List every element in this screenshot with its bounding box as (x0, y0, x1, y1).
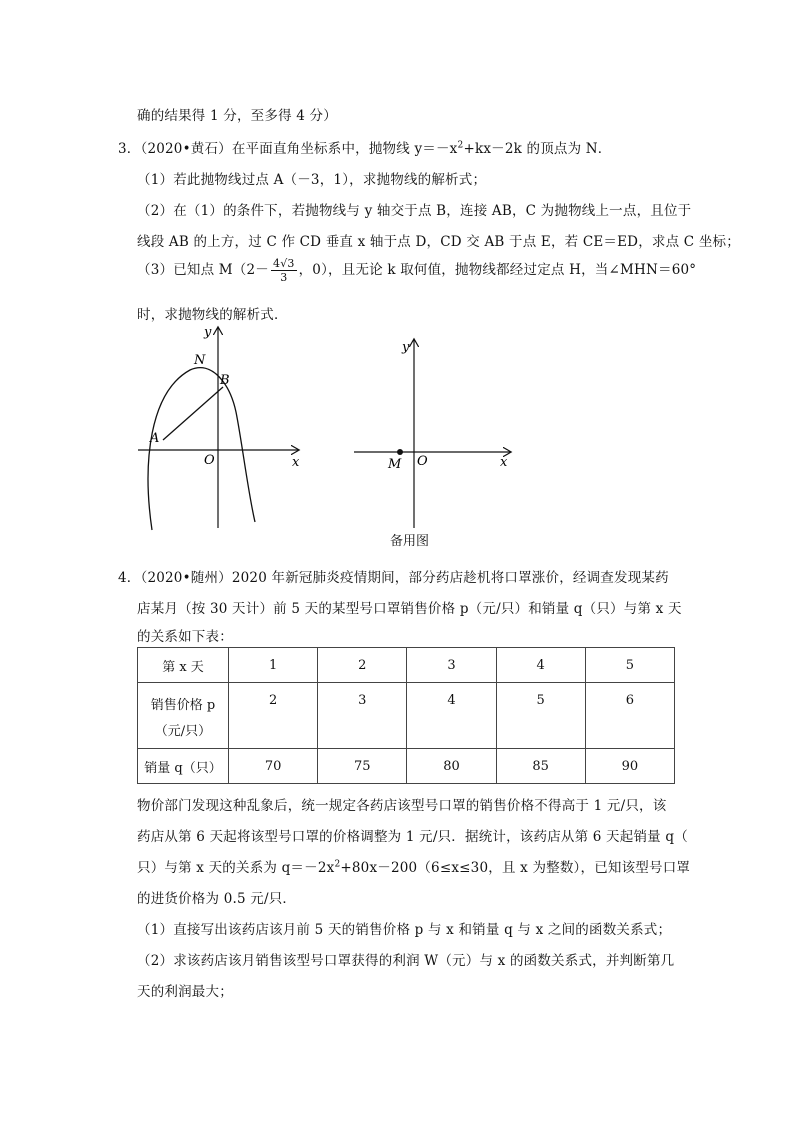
table-cell: 第 x 天 (138, 648, 229, 683)
table-cell: 75 (318, 749, 407, 784)
question-4-line3: 的关系如下表： (137, 629, 233, 645)
parabola-curve (148, 368, 255, 530)
point-A-label: A (150, 431, 160, 446)
table-cell: 6 (585, 683, 674, 749)
point-N-label: N (194, 353, 206, 368)
origin-label: O (204, 453, 215, 468)
question-4-line6: 只）与第 x 天的关系为 $q=-2x^2+80x-200(6\le x\le 30$，且 x 为整数），已知该型号口罩 (137, 859, 691, 876)
question-4-line7: 的进货价格为 0.5 元/只． (137, 891, 297, 907)
table-row (138, 683, 675, 749)
origin-label: O (417, 454, 428, 469)
question-4-line5: 药店从第 6 天起将该型号口罩的价格调整为 1 元/只．据统计，该药店从第 6 天起销量 q（ (137, 829, 688, 845)
q3-part2-line2: 线段 AB 的上方，过 C 作 CD 垂直 x 轴于点 D，CD 交 AB 于点 E，若 CE＝ED，求点 C 坐标； (137, 234, 740, 250)
fraction: $\frac{4√3}{3}$ (273, 257, 295, 284)
table-cell: 4 (496, 648, 585, 683)
table-cell: 销售价格 p （元/只） (138, 683, 229, 749)
q3-part3-line1: （3）已知点 M（2－ $\frac{4√3}{3}$ ，0），且无论 k 取何值，抛物线都经过定点 H，当∠MHN＝60° (137, 257, 697, 284)
table-cell: 销量 q（只） (138, 749, 229, 784)
question-3-title: 3．（2020•黄石）在平面直角坐标系中，抛物线 $y=-x^2+kx-2k$ 的顶点为 N． (118, 140, 612, 157)
point-M-label: M (388, 457, 402, 472)
table-row (138, 749, 675, 784)
question-4-line1: 4．（2020•随州）2020 年新冠肺炎疫情期间，部分药店趁机将口罩涨价，经调查发现某药 (118, 570, 669, 586)
q4-part2-line2: 天的利润最大； (137, 984, 233, 1000)
figure-caption: 备用图 (390, 534, 430, 549)
question-4-line2: 店某月（按 30 天计）前 5 天的某型号口罩销售价格 p（元/只）和销量 q（只）与第 x 天 (137, 601, 682, 617)
table-cell: 70 (229, 749, 318, 784)
text-line: 确的结果得 1 分，至多得 4 分） (137, 108, 337, 124)
table-cell: 1 (229, 648, 318, 683)
table-cell: 2 (318, 648, 407, 683)
table-cell: 5 (496, 683, 585, 749)
segment-AB (163, 387, 223, 440)
x-axis-label: x (292, 455, 300, 470)
q4-part1: （1）直接写出该药店该月前 5 天的销售价格 p 与 x 和销量 q 与 x 之间的函数关系式； (137, 922, 672, 938)
figure-backup (350, 334, 520, 534)
figure-parabola (130, 322, 310, 534)
table-row (138, 648, 675, 683)
y-axis-label: y (402, 340, 410, 355)
point-M (397, 449, 403, 455)
price-quantity-table (137, 647, 675, 784)
y-axis-label: y (204, 325, 212, 340)
q3-part3-line2: 时，求抛物线的解析式． (137, 307, 288, 323)
table-cell: 5 (585, 648, 674, 683)
question-4-line4: 物价部门发现这种乱象后，统一规定各药店该型号口罩的销售价格不得高于 1 元/只，该 (137, 798, 667, 814)
x-axis-label: x (500, 455, 508, 470)
table-cell: 3 (318, 683, 407, 749)
point-B-label: B (220, 373, 230, 388)
table-cell: 3 (407, 648, 496, 683)
q3-part1: （1）若此抛物线过点 A（－3，1），求抛物线的解析式； (137, 172, 487, 188)
q4-part2-line1: （2）求该药店该月销售该型号口罩获得的利润 W（元）与 x 的函数关系式，并判断第几 (137, 953, 675, 969)
table-cell: 85 (496, 749, 585, 784)
table-cell: 4 (407, 683, 496, 749)
table-cell: 2 (229, 683, 318, 749)
table-cell: 80 (407, 749, 496, 784)
q3-part2-line1: （2）在（1）的条件下，若抛物线与 y 轴交于点 B，连接 AB，C 为抛物线上一点，且位于 (137, 203, 692, 219)
table-cell: 90 (585, 749, 674, 784)
